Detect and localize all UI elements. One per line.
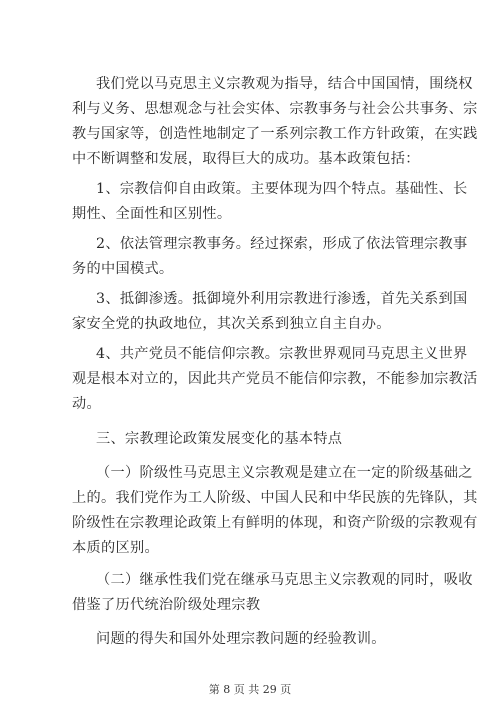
paragraph-line: （二）继承性我们党在继承马克思主义宗教观的同时，吸收 (96, 572, 473, 588)
paragraph-line: （一）阶级性马克思主义宗教观是建立在一定的阶级基础之 (96, 465, 473, 481)
paragraph-line: 家安全党的执政地位，其次关系到独立自主自办。 (72, 316, 391, 332)
paragraph-line: 问题的得失和国外处理宗教问题的经验教训。 (96, 631, 386, 647)
paragraph-line: 借鉴了历代统治阶级处理宗教 (72, 597, 261, 613)
page-number-footer: 第 8 页 共 29 页 (208, 683, 292, 696)
paragraph-line: 2、依法管理宗教事务。经过探索，形成了依法管理宗教事 (96, 236, 468, 252)
paragraph-line: 阶级性在宗教理论政策上有鲜明的体现，和资产阶级的宗教观有 (72, 515, 478, 531)
paragraph-line: 务的中国模式。 (72, 261, 174, 277)
paragraph-line: 1、宗教信仰自由政策。主要体现为四个特点。基础性、长 (96, 181, 468, 197)
paragraph-line: 我们党以马克思主义宗教观为指导，结合中国国情，围绕权 (96, 76, 473, 92)
paragraph-line: 期性、全面性和区别性。 (72, 206, 232, 222)
section-heading: 三、宗教理论政策发展变化的基本特点 (96, 431, 343, 447)
paragraph-line: 本质的区别。 (72, 540, 159, 556)
paragraph-line: 4、共产党员不能信仰宗教。宗教世界观同马克思主义世界 (96, 346, 468, 362)
paragraph-line: 动。 (72, 396, 101, 412)
paragraph-line: 利与义务、思想观念与社会实体、宗教事务与社会公共事务、宗 (72, 101, 478, 117)
paragraph-line: 中不断调整和发展，取得巨大的成功。基本政策包括： (72, 151, 420, 167)
paragraph-line: 3、抵御渗透。抵御境外利用宗教进行渗透，首先关系到国 (96, 291, 468, 307)
paragraph-line: 观是根本对立的，因此共产党员不能信仰宗教，不能参加宗教活 (72, 371, 478, 387)
paragraph-line: 上的。我们党作为工人阶级、中国人民和中华民族的先锋队，其 (72, 490, 478, 506)
paragraph-line: 教与国家等，创造性地制定了一系列宗教工作方针政策，在实践 (72, 126, 478, 142)
